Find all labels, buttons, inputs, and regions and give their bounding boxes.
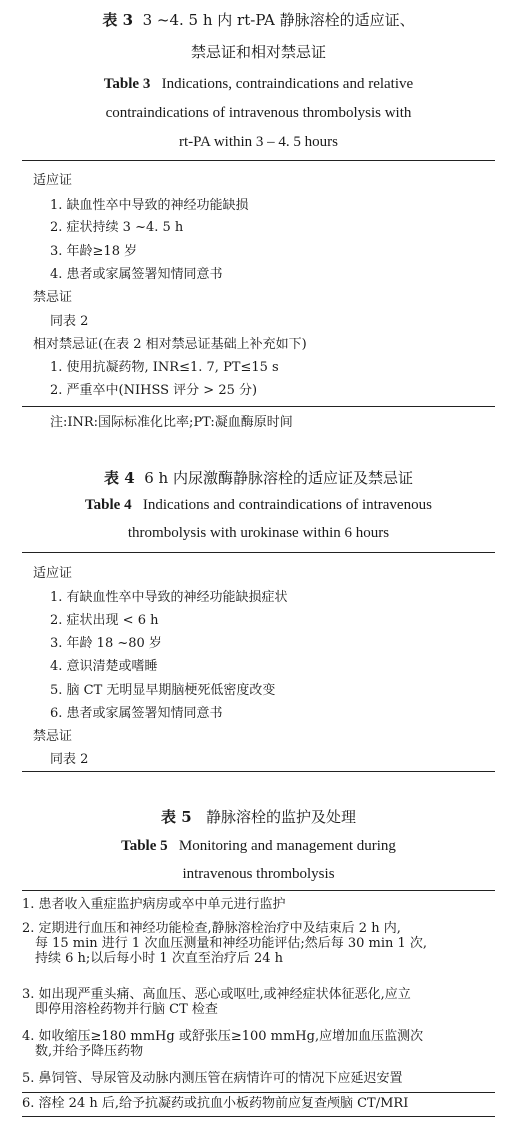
table4-row: 1. 有缺血性卒中导致的神经功能缺损症状 — [50, 590, 288, 605]
table4-en-title-line2: thrombolysis with urokinase within 6 hours — [127, 525, 390, 541]
table5-item-line: 即停用溶栓药物并行脑 CT 检查 — [35, 1002, 218, 1017]
table5-item-line: 3. 如出现严重头痛、高血压、恶心或呕吐,或神经症状体征恶化,应立 — [22, 987, 411, 1002]
table5-item — [22, 1071, 492, 1086]
table3-cn-caption — [0, 9, 517, 31]
table3-cn-title-line1: 3 ~4. 5 h 内 rt-PA 静脉溶栓的适应证、 — [142, 11, 415, 29]
table3-note: 注:INR:国际标准化比率;PT:凝血酶原时间 — [50, 415, 293, 430]
table5-cn-title: 静脉溶栓的监护及处理 — [205, 808, 356, 826]
table5-item — [22, 897, 492, 912]
table5-item — [22, 987, 492, 1017]
table4-en-caption-line1 — [0, 492, 517, 519]
table4-en-title-line1: Indications and contraindications of intravenous — [142, 497, 432, 513]
table3-row: 4. 患者或家属签署知情同意书 — [50, 267, 223, 282]
table5-item-line: 持续 6 h;以后每小时 1 次直至治疗后 24 h — [35, 951, 284, 966]
table4-row: 4. 意识清楚或嗜睡 — [50, 659, 158, 674]
table5-en-title-line2: intravenous thrombolysis — [182, 866, 335, 882]
table5-en-title-line1: Monitoring and management during — [178, 838, 396, 854]
table3-row: 2. 症状持续 3 ~4. 5 h — [50, 220, 184, 235]
table4-row: 同表 2 — [50, 752, 89, 767]
table3-row: 2. 严重卒中(NIHSS 评分 > 25 分) — [50, 383, 258, 398]
table3-en-number: Table 3 — [103, 76, 151, 92]
table3-top-rule — [22, 160, 495, 161]
table3-en-title-line1: Indications, contraindications and relative — [161, 76, 414, 92]
table5-item — [22, 1096, 492, 1111]
table3-row: 相对禁忌证(在表 2 相对禁忌证基础上补充如下) — [33, 337, 307, 352]
table5-item-line: 数,并给予降压药物 — [35, 1044, 144, 1059]
table5-en-caption-line1 — [0, 833, 517, 860]
table5-item-line: 5. 鼻饲管、导尿管及动脉内测压管在病情许可的情况下应延迟安置 — [22, 1071, 403, 1086]
table4-bottom-rule — [22, 771, 495, 772]
table4-cn-title: 6 h 内尿激酶静脉溶栓的适应证及禁忌证 — [144, 469, 413, 487]
table5-en-number: Table 5 — [121, 838, 168, 854]
table4-row: 禁忌证 — [33, 729, 73, 744]
table5-cn-caption — [0, 806, 517, 828]
table3-en-title-line3: rt-PA within 3 – 4. 5 hours — [178, 134, 339, 150]
table3-row: 禁忌证 — [33, 290, 73, 305]
table4-row: 适应证 — [33, 566, 73, 581]
table5-item-line: 1. 患者收入重症监护病房或卒中单元进行监护 — [22, 897, 286, 912]
table5-item-line: 4. 如收缩压≥180 mmHg 或舒张压≥100 mmHg,应增加血压监测次 — [22, 1029, 424, 1044]
table5-item — [22, 921, 492, 966]
table5-item-line: 6. 溶栓 24 h 后,给予抗凝药或抗血小板药物前应复查颅脑 CT/MRI — [22, 1096, 409, 1111]
table4-row: 6. 患者或家属签署知情同意书 — [50, 706, 223, 721]
table3-cn-title-line2: 禁忌证和相对禁忌证 — [190, 43, 326, 61]
table5-top-rule — [22, 890, 495, 891]
table3-row: 适应证 — [33, 173, 73, 188]
table3-row: 1. 缺血性卒中导致的神经功能缺损 — [50, 198, 249, 213]
table4-en-number: Table 4 — [85, 497, 132, 513]
table4-cn-number: 表 4 — [104, 469, 135, 487]
table4-top-rule — [22, 552, 495, 553]
table5-cn-number: 表 5 — [161, 808, 192, 826]
table3-bottom-rule — [22, 406, 495, 407]
table5-bottom-rule — [22, 1116, 495, 1117]
table5-item-line: 每 15 min 进行 1 次血压测量和神经功能评估;然后每 30 min 1 次, — [35, 936, 428, 951]
table4-row: 3. 年龄 18 ~80 岁 — [50, 636, 162, 651]
table3-en-caption-line1 — [0, 71, 517, 98]
table3-row: 同表 2 — [50, 314, 89, 329]
table5-separator-rule — [22, 1092, 495, 1093]
table5-item-line: 2. 定期进行血压和神经功能检查,静脉溶栓治疗中及结束后 2 h 内, — [22, 921, 401, 936]
table3-row: 1. 使用抗凝药物, INR≤1. 7, PT≤15 s — [50, 360, 279, 375]
table4-cn-caption — [0, 467, 517, 489]
table5-item — [22, 1029, 492, 1059]
table4-row: 2. 症状出现 < 6 h — [50, 613, 159, 628]
table4-row: 5. 脑 CT 无明显早期脑梗死低密度改变 — [50, 683, 276, 698]
table3-row: 3. 年龄≥18 岁 — [50, 244, 138, 259]
table3-cn-number: 表 3 — [102, 11, 134, 29]
table3-en-title-line2: contraindications of intravenous thrombolysis with — [105, 105, 412, 121]
